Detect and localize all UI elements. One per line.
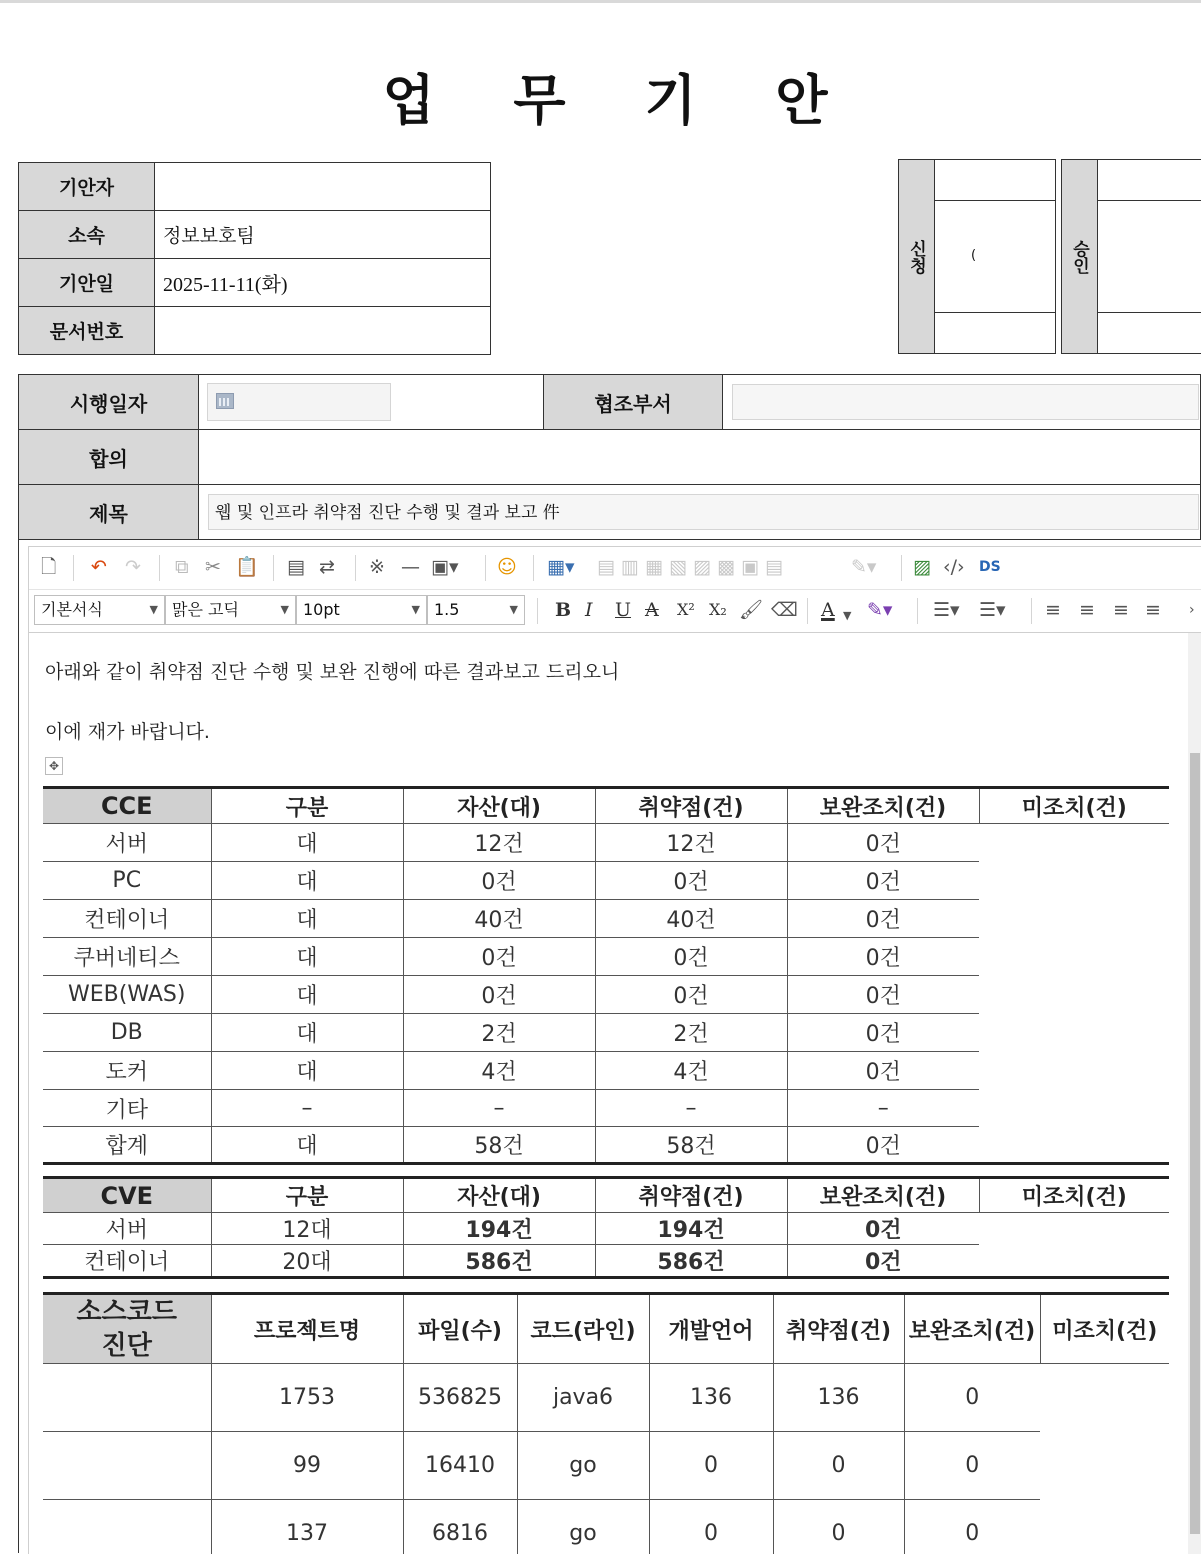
table-row [43, 1014, 1169, 1052]
exec-date-label: 시행일자 [19, 375, 199, 430]
src-header-0: 프로젝트명 [211, 1294, 403, 1364]
bold-button[interactable]: B [555, 598, 571, 622]
editor-toolbar-2 [29, 590, 1201, 633]
cce-header-1: 자산(대) [403, 788, 595, 824]
scrollbar-thumb[interactable] [1190, 753, 1200, 1534]
emoticon-icon[interactable]: ☺ [497, 555, 517, 579]
paragraph-style-select[interactable]: 기본서식 ▼ [34, 595, 165, 625]
cce-cell: 기타 [43, 1090, 211, 1127]
body-line-1: 아래와 같이 취약점 진단 수행 및 보완 진행에 따른 결과보고 드리오니 [45, 657, 619, 684]
cce-cell: 0건 [403, 862, 595, 900]
horizontal-line-icon[interactable]: — [401, 555, 420, 579]
cce-cell: 대 [211, 1014, 403, 1052]
cve-cell: 20대 [211, 1245, 403, 1278]
cce-cell: PC [43, 862, 211, 900]
coop-dept-label: 협조부서 [544, 375, 723, 430]
agree-label: 합의 [19, 430, 199, 485]
doc-number-value [155, 307, 491, 355]
editor-toolbar-1 [29, 547, 1201, 590]
src-cell [43, 1432, 211, 1500]
cce-header-2: 취약점(건) [595, 788, 787, 824]
cce-cell: 컨테이너 [43, 900, 211, 938]
cce-cell: 대 [211, 862, 403, 900]
line-height-select[interactable]: 1.5 ▼ [427, 595, 525, 625]
cce-cell: 0건 [787, 938, 979, 976]
cve-header-1: 자산(대) [403, 1178, 595, 1213]
underline-button[interactable]: U [615, 598, 631, 622]
cce-cell: 0건 [787, 1014, 979, 1052]
new-document-icon[interactable]: 🗋 [41, 555, 56, 579]
subject-label: 제목 [19, 485, 199, 540]
cce-cell: 2건 [403, 1014, 595, 1052]
cce-cell: 12건 [595, 824, 787, 862]
cce-cell: 합계 [43, 1127, 211, 1164]
cce-table [43, 786, 1169, 1165]
cve-cell: 586건 [595, 1245, 787, 1278]
cut-icon[interactable]: ✂ [205, 555, 221, 579]
approve-date [1098, 312, 1201, 353]
table-row [43, 1052, 1169, 1090]
request-date [935, 312, 1055, 353]
font-family-select[interactable]: 맑은 고딕 ▼ [165, 595, 296, 625]
cve-cell: 0건 [787, 1245, 979, 1278]
editor-frame-left [18, 536, 19, 1553]
cve-header-0: 구분 [211, 1178, 403, 1213]
draft-date-label: 기안일 [19, 259, 155, 307]
cce-cell: 0건 [403, 938, 595, 976]
clear-format-icon[interactable]: ⌫ [771, 598, 798, 622]
table-row [43, 976, 1169, 1014]
cce-cell: – [403, 1090, 595, 1127]
cce-cell: 대 [211, 976, 403, 1014]
exec-date-input[interactable] [207, 383, 391, 421]
cce-cell: 4건 [403, 1052, 595, 1090]
subscript-button[interactable]: X₂ [709, 598, 727, 622]
src-header-5: 보완조치(건) [904, 1294, 1040, 1364]
cce-cell: 0건 [595, 976, 787, 1014]
table-row [43, 1245, 1169, 1278]
drafter-value [155, 163, 491, 211]
ds-icon[interactable]: DS [979, 555, 1001, 579]
rich-text-editor [28, 546, 1201, 1554]
italic-button[interactable]: I [585, 598, 593, 622]
table-row [43, 862, 1169, 900]
src-cell: 0 [904, 1500, 1040, 1554]
cce-cell: 쿠버네티스 [43, 938, 211, 976]
cve-header-2: 취약점(건) [595, 1178, 787, 1213]
src-cell: 0 [649, 1500, 773, 1554]
src-cell: 0 [904, 1364, 1040, 1432]
cce-cell: 0건 [787, 976, 979, 1014]
dept-value: 정보보호팀 [155, 211, 491, 259]
format-painter-icon[interactable]: 🖌 [739, 598, 763, 622]
src-cell: 0 [904, 1432, 1040, 1500]
drafter-info-table [18, 162, 491, 355]
highlight-color-icon[interactable]: ✎▾ [867, 598, 892, 622]
copy-icon[interactable]: ⧉ [175, 555, 189, 579]
cce-cell: 0건 [595, 938, 787, 976]
cve-cell: 0건 [787, 1213, 979, 1245]
src-header-3: 개발언어 [649, 1294, 773, 1364]
paste-icon[interactable]: 📋 [235, 555, 259, 579]
cce-cell: – [211, 1090, 403, 1127]
approve-signer-name [1098, 160, 1201, 201]
editor-scrollbar[interactable] [1188, 633, 1201, 1554]
cve-group-label: CVE [43, 1178, 211, 1213]
align-right-icon[interactable]: ≡ [1113, 598, 1129, 622]
src-cell: java6 [517, 1364, 649, 1432]
chevron-down-icon: ▼ [510, 596, 518, 624]
strikethrough-button[interactable]: A [645, 598, 659, 622]
approve-label: 승인 [1062, 160, 1098, 353]
agree-value[interactable] [199, 430, 1201, 485]
cce-cell: 0건 [403, 976, 595, 1014]
chevron-down-icon: ▼ [412, 596, 420, 624]
table-move-handle-icon[interactable]: ✥ [45, 757, 63, 775]
src-cell: 1753 [211, 1364, 403, 1432]
src-header-1: 파일(수) [403, 1294, 517, 1364]
align-center-icon[interactable]: ≡ [1079, 598, 1095, 622]
cce-cell: 대 [211, 1052, 403, 1090]
cce-header-3: 보완조치(건) [787, 788, 979, 824]
table-row [43, 1090, 1169, 1127]
cce-cell: 대 [211, 900, 403, 938]
coop-dept-input[interactable] [732, 384, 1199, 420]
table-icon[interactable]: ▦▾ [547, 555, 575, 579]
src-cell: go [517, 1432, 649, 1500]
top-border [0, 0, 1201, 3]
src-cell: 0 [773, 1432, 904, 1500]
cce-header-0: 구분 [211, 788, 403, 824]
src-cell: go [517, 1500, 649, 1554]
calendar-icon[interactable] [216, 393, 234, 409]
editor-content[interactable] [29, 633, 1189, 1554]
request-mark: ( [971, 248, 976, 263]
cce-cell: 대 [211, 938, 403, 976]
cce-cell: 0건 [787, 1127, 979, 1164]
drafter-label: 기안자 [19, 163, 155, 211]
chevron-down-icon: ▼ [281, 596, 289, 624]
request-signer-name [935, 160, 1055, 201]
src-cell [43, 1500, 211, 1554]
cve-header-3: 보완조치(건) [787, 1178, 979, 1213]
cve-header-4: 미조치(건) [979, 1178, 1169, 1213]
html-source-icon[interactable]: ‹/› [943, 555, 965, 579]
cce-cell: 도커 [43, 1052, 211, 1090]
source-code-group-label: 소스코드 진단 [43, 1294, 211, 1364]
undo-icon[interactable]: ↶ [91, 555, 107, 579]
cce-cell: 대 [211, 824, 403, 862]
approve-box [1061, 159, 1201, 354]
redo-icon[interactable]: ↷ [125, 555, 141, 579]
cve-table [43, 1176, 1169, 1279]
src-cell: 0 [773, 1500, 904, 1554]
table-row [43, 1127, 1169, 1164]
request-label: 신청 [899, 160, 935, 353]
subject-input[interactable]: 웹 및 인프라 취약점 진단 수행 및 결과 보고 件 [208, 494, 1199, 530]
form-table [18, 374, 1201, 540]
cce-cell: 58건 [403, 1127, 595, 1164]
table-row [43, 900, 1169, 938]
cve-cell: 194건 [595, 1213, 787, 1245]
chevron-down-icon[interactable]: ▼ [843, 604, 851, 628]
table-row [43, 824, 1169, 862]
cce-cell: 40건 [403, 900, 595, 938]
cce-header-4: 미조치(건) [979, 788, 1169, 824]
ordered-list-icon[interactable]: ☰▾ [933, 598, 960, 622]
draft-date-value: 2025-11-11(화) [155, 259, 491, 307]
find-icon[interactable]: ▤ [287, 555, 305, 579]
more-tools-icon[interactable]: › [1189, 598, 1195, 622]
src-cell: 6816 [403, 1500, 517, 1554]
cce-cell: 대 [211, 1127, 403, 1164]
chevron-down-icon: ▼ [150, 596, 158, 624]
font-size-select[interactable]: 10pt ▼ [296, 595, 427, 625]
datetime-icon[interactable]: ▣▾ [431, 555, 459, 579]
src-cell: 136 [649, 1364, 773, 1432]
table-row [43, 1500, 1169, 1554]
cce-cell: 0건 [787, 1052, 979, 1090]
cce-cell: 0건 [595, 862, 787, 900]
cce-cell: – [595, 1090, 787, 1127]
cve-cell: 586건 [403, 1245, 595, 1278]
cve-cell: 컨테이너 [43, 1245, 211, 1278]
cve-cell: 서버 [43, 1213, 211, 1245]
src-header-6: 미조치(건) [1040, 1294, 1169, 1364]
cce-cell: 40건 [595, 900, 787, 938]
src-cell: 99 [211, 1432, 403, 1500]
body-line-2: 이에 재가 바랍니다. [45, 717, 210, 744]
special-char-icon[interactable]: ※ [369, 555, 385, 579]
unordered-list-icon[interactable]: ☰▾ [979, 598, 1006, 622]
source-code-table [43, 1292, 1169, 1554]
dept-label: 소속 [19, 211, 155, 259]
table-row [43, 1364, 1169, 1432]
cve-cell: 12대 [211, 1213, 403, 1245]
table-row [43, 1213, 1169, 1245]
src-header-4: 취약점(건) [773, 1294, 904, 1364]
font-color-button[interactable]: A [821, 598, 835, 622]
superscript-button[interactable]: X² [677, 598, 695, 622]
cce-group-label: CCE [43, 788, 211, 824]
src-cell: 536825 [403, 1364, 517, 1432]
cce-cell: 0건 [787, 862, 979, 900]
image-icon[interactable]: ▨ [913, 555, 931, 579]
cce-cell: DB [43, 1014, 211, 1052]
cce-cell: 58건 [595, 1127, 787, 1164]
src-header-2: 코드(라인) [517, 1294, 649, 1364]
align-left-icon[interactable]: ≡ [1045, 598, 1061, 622]
align-justify-icon[interactable]: ≡ [1145, 598, 1161, 622]
cell-color-icon[interactable]: ✎▾ [851, 555, 876, 579]
src-cell: 0 [649, 1432, 773, 1500]
doc-number-label: 문서번호 [19, 307, 155, 355]
cce-cell: WEB(WAS) [43, 976, 211, 1014]
src-cell: 16410 [403, 1432, 517, 1500]
cce-cell: 0건 [787, 824, 979, 862]
table-row [43, 1432, 1169, 1500]
src-cell [43, 1364, 211, 1432]
cce-cell: 서버 [43, 824, 211, 862]
cce-cell: – [787, 1090, 979, 1127]
cce-cell: 12건 [403, 824, 595, 862]
table-row [43, 938, 1169, 976]
cce-cell: 2건 [595, 1014, 787, 1052]
cce-cell: 4건 [595, 1052, 787, 1090]
src-cell: 136 [773, 1364, 904, 1432]
cve-cell: 194건 [403, 1213, 595, 1245]
page-title: 업 무 기 안 [0, 58, 1201, 135]
replace-icon[interactable]: ⇄ [319, 555, 335, 579]
src-cell: 137 [211, 1500, 403, 1554]
cce-cell: 0건 [787, 900, 979, 938]
table-tools-icon[interactable]: ▤ ▥ ▦ ▧ ▨ ▩ ▣ ▤ [597, 555, 783, 579]
request-box [898, 159, 1056, 354]
